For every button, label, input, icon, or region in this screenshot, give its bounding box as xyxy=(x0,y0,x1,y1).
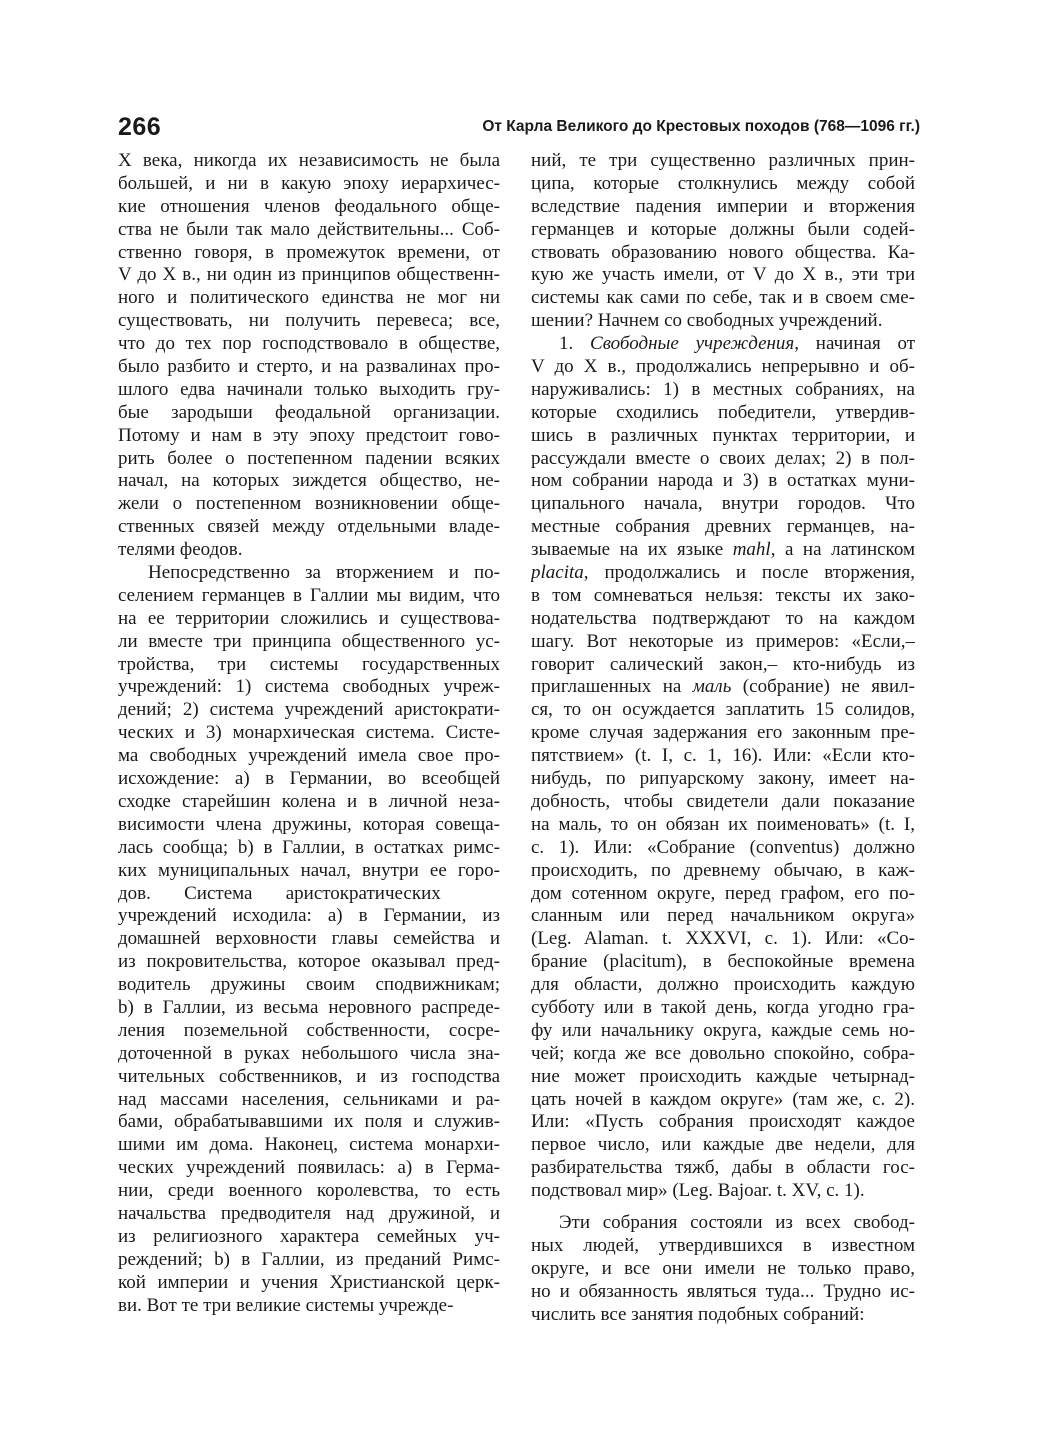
right-column xyxy=(531,150,915,1326)
text-line: ства не были так мало действительны... Соб- xyxy=(118,218,500,240)
text-line: местные собрания древних германцев, на- xyxy=(531,516,915,538)
text-line: шись в различных пунктах территории, и xyxy=(531,424,915,446)
left-column xyxy=(118,150,500,1317)
running-head: От Карла Великого до Крестовых походов (768—1096 гг.) xyxy=(482,118,920,135)
text-line: подствовал мир» (Leg. Bajoar. t. XV, c. 1). xyxy=(531,1180,865,1202)
text-line: начальства предводителя над дружиной, и xyxy=(118,1202,500,1224)
text-line: учреждений исходила: а) в Германии, из xyxy=(118,905,500,927)
text-line: происходить, по древнему обычаю, в каж- xyxy=(531,859,915,881)
text-line: шими им дома. Наконец, система монархи- xyxy=(118,1134,500,1156)
text-line: но и обязанность являться туда... Трудно ис- xyxy=(531,1280,915,1302)
text-line: ципального начала, внутри городов. Что xyxy=(531,493,915,515)
text-line: дом сотенном округе, перед графом, его по- xyxy=(531,882,915,904)
text-line: ципа, которые столкнулись между собой xyxy=(531,172,915,194)
text-line: 1. Свободные учреждения, начиная от xyxy=(559,333,915,355)
text-line: на ее территории сложились и существова- xyxy=(118,607,500,629)
text-line: нодательства подтверждают то на каждом xyxy=(531,607,915,629)
text-line: ких муниципальных начал, внутри ее горо- xyxy=(118,859,500,881)
text-line: ном собрании народа и 3) в остатках муни- xyxy=(531,470,915,492)
text-line: чей; когда же все довольно спокойно, собра- xyxy=(531,1042,915,1064)
text-line: водитель дружины своим сподвижникам; xyxy=(118,974,500,996)
text-line: пятствием» (t. I, c. 1, 16). Или: «Если кто- xyxy=(531,745,915,767)
text-line: добность, чтобы свидетели дали показание xyxy=(531,790,915,812)
text-line: большей, и ни в какую эпоху иерархичес- xyxy=(118,172,500,194)
text-line: ственно говоря, в промежуток времени, от xyxy=(118,241,500,263)
page-number: 266 xyxy=(118,113,162,141)
text-line: наруживались: 1) в местных собраниях, на xyxy=(531,378,915,400)
text-line: германцев и которые должны были содей- xyxy=(531,218,915,240)
text-line: ного и политического единства не мог ни xyxy=(118,287,500,309)
text-line: зываемые на их языке mahl, а на латинском xyxy=(531,539,915,561)
text-line: для области, должно происходить каждую xyxy=(531,974,915,996)
text-line: вследствие падения империи и вторжения xyxy=(531,195,915,217)
text-line: ческих учреждений появилась: а) в Герма- xyxy=(118,1157,500,1179)
text-line: говорит салический закон,– кто-нибудь из xyxy=(531,653,915,675)
text-line: существовать, ни получить перевеса; все, xyxy=(118,310,500,332)
text-line: шении? Начнем со свободных учреждений. xyxy=(531,310,883,332)
text-line: ние может происходить каждые четырнад- xyxy=(531,1065,915,1087)
text-line: ви. Вот те три великие системы учрежде- xyxy=(118,1294,454,1316)
text-line: числить все занятия подобных собраний: xyxy=(531,1303,865,1325)
text-line: шагу. Вот некоторые из примеров: «Если,– xyxy=(531,630,915,652)
text-line: рить более о постепенном падении всяких xyxy=(118,447,500,469)
text-line: разбирательства тяжб, дабы в области гос- xyxy=(531,1157,915,1179)
text-line: в том сомневаться нельзя: тексты их зако- xyxy=(531,584,915,606)
text-line: Или: «Пусть собрания происходят каждое xyxy=(531,1111,915,1133)
text-line: кую же участь имели, от V до X в., эти три xyxy=(531,264,915,286)
text-line: V до X в., продолжались непрерывно и об- xyxy=(531,356,915,378)
text-line: над массами населения, сельниками и ра- xyxy=(118,1088,500,1110)
text-line: нибудь, по рипуарскому закону, имеет на- xyxy=(531,768,915,790)
text-line: тройства, три системы государственных xyxy=(118,653,500,675)
text-line: доточенной в руках небольшого числа зна- xyxy=(118,1042,500,1064)
text-line: домашней верховности главы семейства и xyxy=(118,928,500,950)
text-line: (Leg. Alaman. t. XXXVI, c. 1). Или: «Со- xyxy=(531,928,915,950)
text-line: дений; 2) система учреждений аристократи- xyxy=(118,699,500,721)
text-line: нии, среди военного королевства, то есть xyxy=(118,1180,500,1202)
text-line: лась сообща; b) в Галлии, в остатках римс- xyxy=(118,836,500,858)
text-line: телями феодов. xyxy=(118,539,243,561)
text-line: Непосредственно за вторжением и по- xyxy=(148,562,500,584)
text-line: дов. Система аристократических xyxy=(118,882,441,904)
text-line: сходке старейшин колена и в личной неза- xyxy=(118,790,500,812)
text-line: Потому и нам в эту эпоху предстоит гово- xyxy=(118,424,500,446)
text-line: ных людей, утвердившихся в известном xyxy=(531,1234,915,1256)
text-line: ся, то он осуждается заплатить 15 солидов, xyxy=(531,699,915,721)
text-line: ческих и 3) монархическая система. Систе- xyxy=(118,722,500,744)
text-line: субботу или в такой день, когда угодно гра- xyxy=(531,996,915,1018)
text-line: висимости члена дружины, которая совеща- xyxy=(118,813,500,835)
text-line: кроме случая задержания его законным пре- xyxy=(531,722,915,744)
text-line: округе, и все они имели не только право, xyxy=(531,1257,915,1279)
text-line: шлого едва начинали только выходить гру- xyxy=(118,378,500,400)
paragraph-gap xyxy=(531,1203,915,1212)
text-line: кие отношения членов феодального обще- xyxy=(118,195,500,217)
text-line: жели о постепенном возникновении обще- xyxy=(118,493,500,515)
text-line: placita, продолжались и после вторжения, xyxy=(531,562,915,584)
text-line: Эти собрания состояли из всех свобод- xyxy=(559,1211,915,1233)
text-line: ма свободных учреждений имела свое про- xyxy=(118,745,500,767)
text-line: бые зародыши феодальной организации. xyxy=(118,401,500,423)
text-line: из религиозного характера семейных уч- xyxy=(118,1225,500,1247)
text-line: селением германцев в Галлии мы видим, что xyxy=(118,584,500,606)
text-line: системы как сами по себе, так и в своем сме- xyxy=(531,287,915,309)
text-line: исхождение: а) в Германии, во всеобщей xyxy=(118,768,500,790)
text-line: чительных собственников, и из господства xyxy=(118,1065,500,1087)
text-line: которые сходились победители, утвердив- xyxy=(531,401,915,423)
text-line: на маль, то он обязан их поименовать» (t. I, xyxy=(531,813,915,835)
text-line: V до X в., ни один из принципов общественн- xyxy=(118,264,500,286)
text-line: бами, обрабатывавшими их поля и служив- xyxy=(118,1111,500,1133)
text-line: рассуждали вместе о своих делах; 2) в пол- xyxy=(531,447,915,469)
text-line: брание (placitum), в беспокойные времена xyxy=(531,951,915,973)
text-line: первое число, или каждые две недели, для xyxy=(531,1134,915,1156)
text-line: кой империи и учения Христианской церк- xyxy=(118,1271,500,1293)
text-line: приглашенных на маль (собрание) не явил- xyxy=(531,676,915,698)
text-line: из покровительства, которое оказывал пред- xyxy=(118,951,500,973)
text-line: ний, те три существенно различных прин- xyxy=(531,150,915,171)
text-line: реждений; b) в Галлии, из преданий Римс- xyxy=(118,1248,500,1270)
text-line: ственных связей между отдельными владе- xyxy=(118,516,500,538)
text-line: b) в Галлии, из весьма неровного распреде- xyxy=(118,996,500,1018)
text-line: цать ночей в каждом округе» (там же, c. 2). xyxy=(531,1088,915,1110)
text-line: ления поземельной собственности, сосре- xyxy=(118,1019,500,1041)
text-line: ли вместе три принципа общественного ус- xyxy=(118,630,500,652)
text-line: начал, на которых зиждется общество, не- xyxy=(118,470,500,492)
text-line: ствовать образованию нового общества. Ка- xyxy=(531,241,915,263)
text-line: фу или начальнику округа, каждые семь но- xyxy=(531,1019,915,1041)
text-line: X века, никогда их независимость не была xyxy=(118,150,500,171)
text-line: учреждений: 1) система свободных учреж- xyxy=(118,676,500,698)
text-line: было разбито и стерто, и на развалинах про- xyxy=(118,356,500,378)
text-line: сланным или перед начальником округа» xyxy=(531,905,915,927)
text-line: что до тех пор господствовало в обществе, xyxy=(118,333,500,355)
text-line: c. 1). Или: «Собрание (conventus) должно xyxy=(531,836,915,858)
